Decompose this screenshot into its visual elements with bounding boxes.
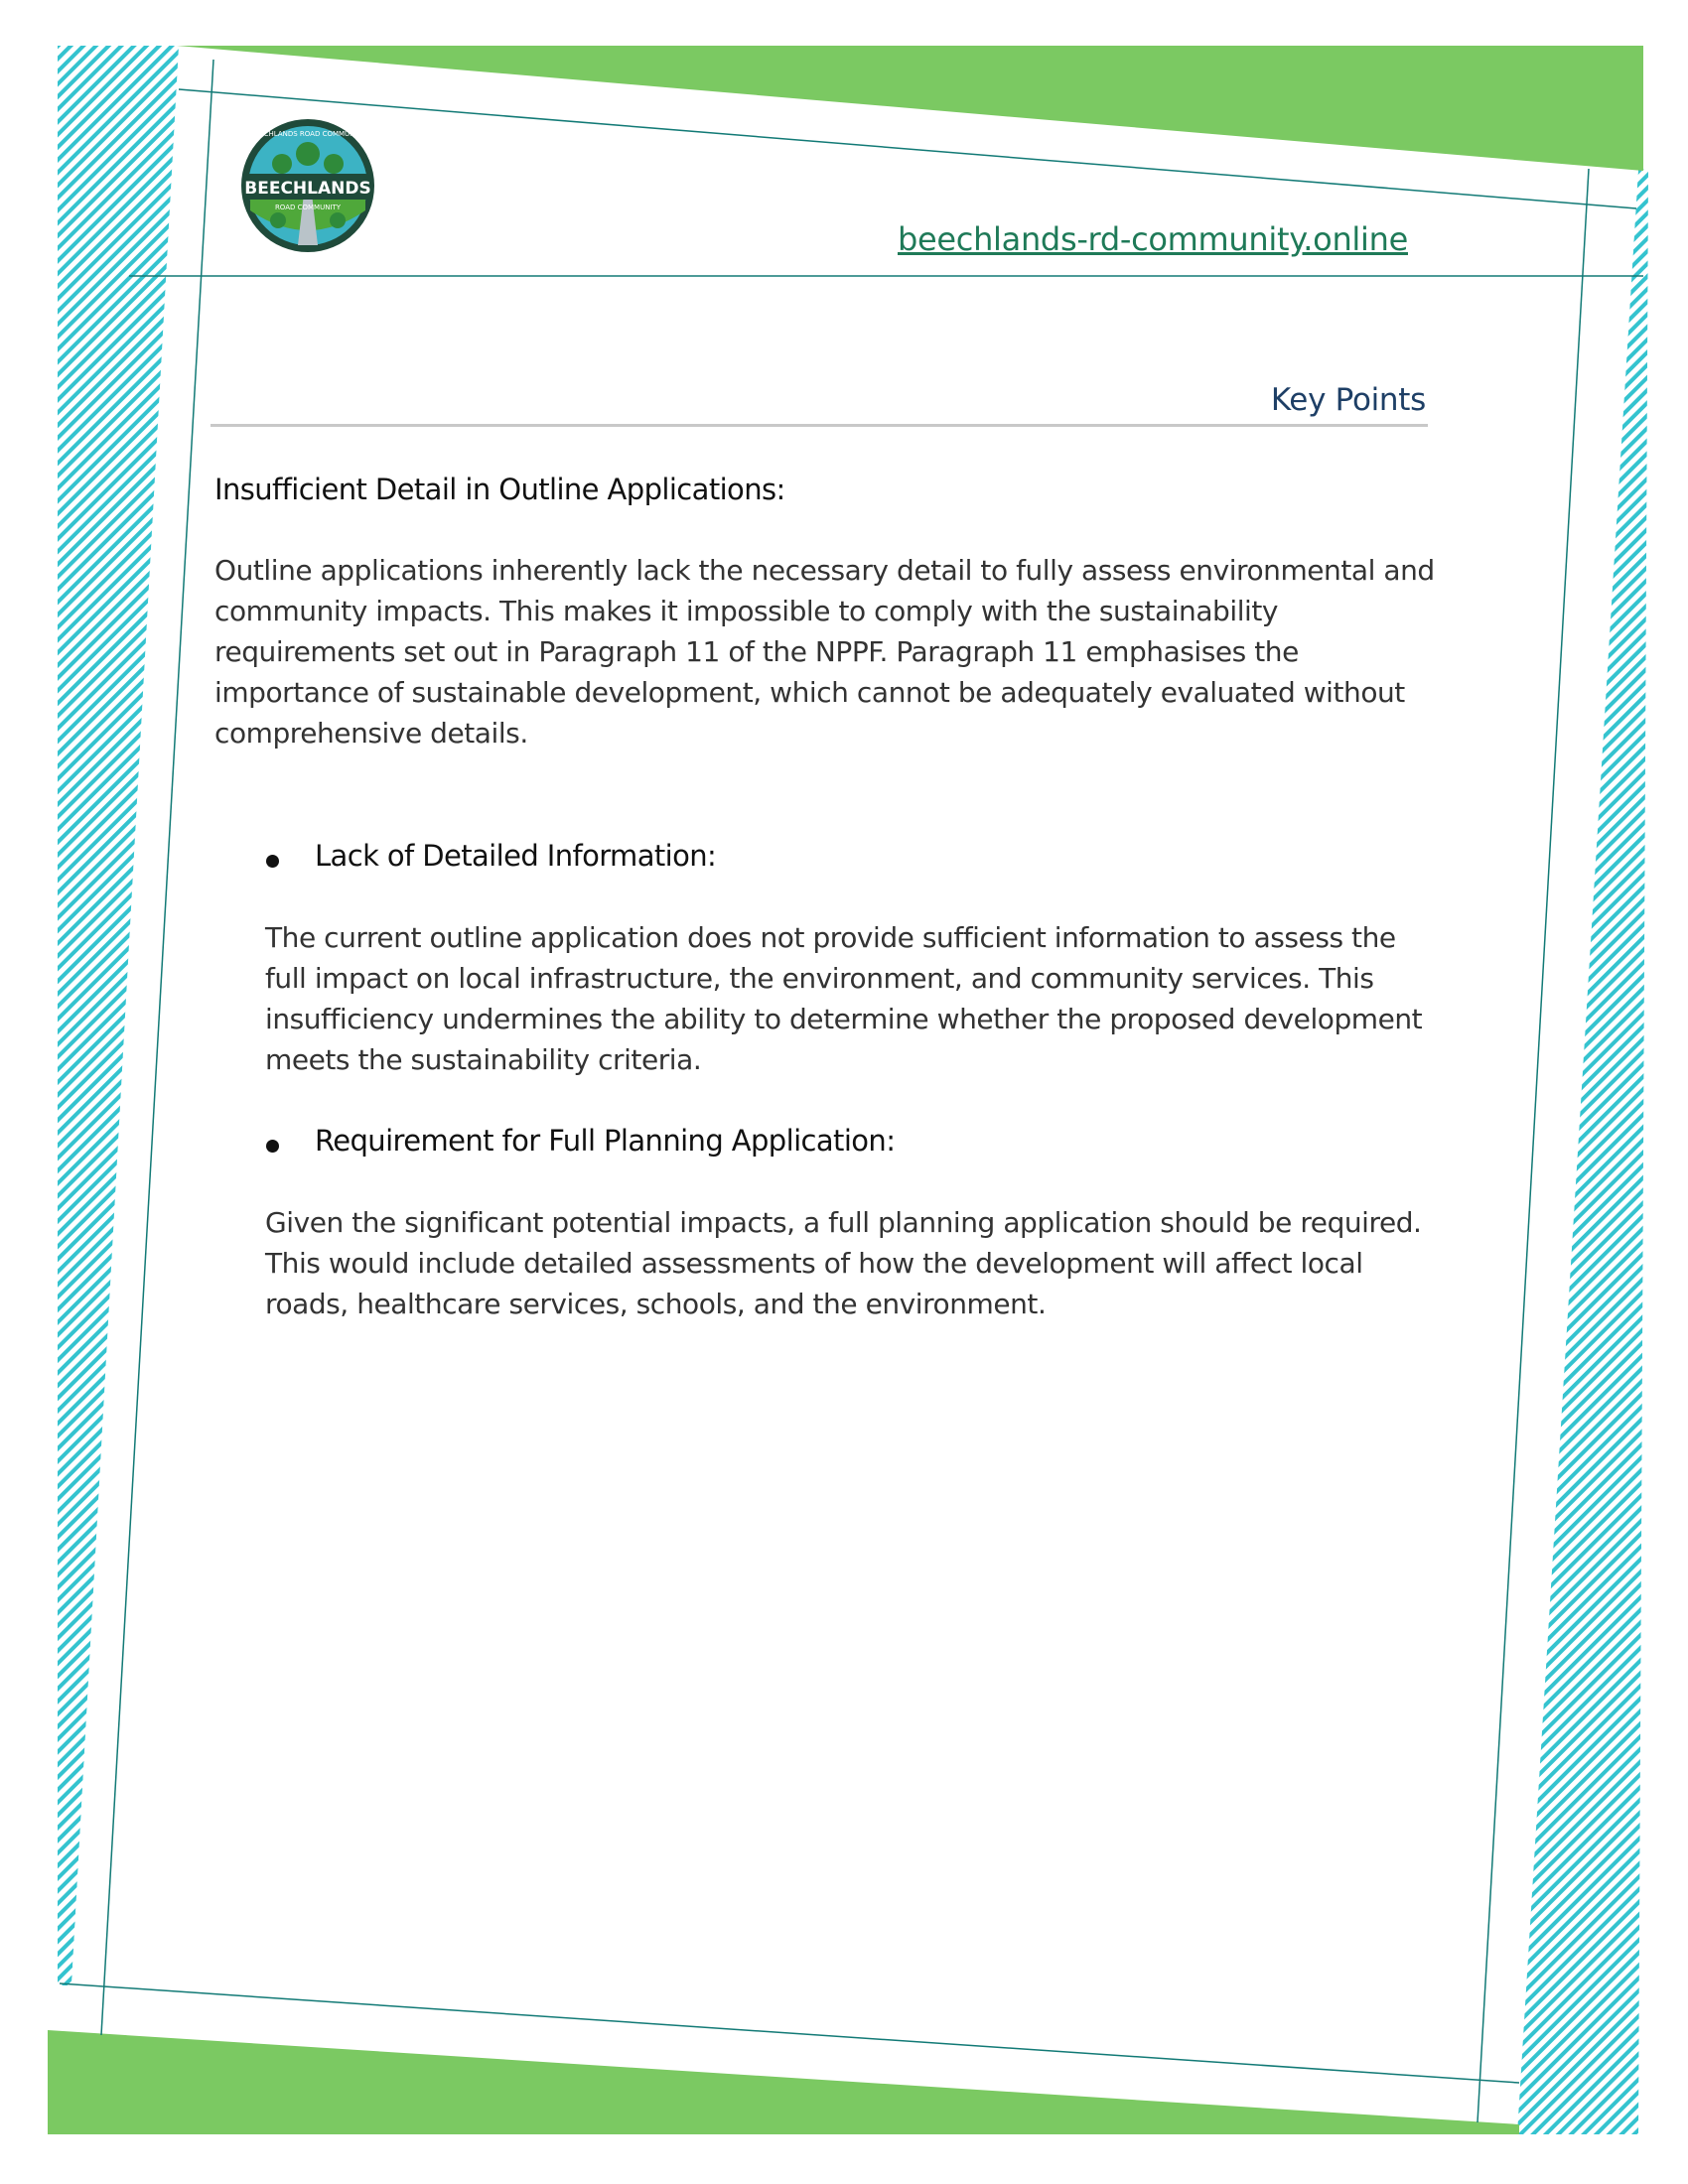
logo-main-text: BEECHLANDS bbox=[244, 179, 371, 199]
text-line: The current outline application does not provide sufficient information to assess the bbox=[265, 921, 1396, 954]
section-divider bbox=[211, 424, 1428, 427]
text-line: meets the sustainability criteria. bbox=[265, 1043, 702, 1076]
logo-arc-text: BEECHLANDS ROAD COMMUNITY bbox=[249, 130, 366, 138]
bullet-heading: Lack of Detailed Information: bbox=[315, 839, 717, 873]
text-line: full impact on local infrastructure, the environment, and community services. This bbox=[265, 962, 1374, 995]
beechlands-logo bbox=[238, 116, 377, 255]
text-line: Given the significant potential impacts, a full planning application should be required. bbox=[265, 1206, 1422, 1239]
text-line: importance of sustainable development, which cannot be adequately evaluated without bbox=[214, 676, 1405, 709]
bullet-paragraph bbox=[265, 1202, 1422, 1324]
text-line: community impacts. This makes it impossible to comply with the sustainability bbox=[214, 595, 1279, 627]
text-line: Outline applications inherently lack the necessary detail to fully assess environmental and bbox=[214, 554, 1435, 587]
intro-paragraph bbox=[214, 550, 1435, 753]
website-link[interactable]: beechlands-rd-community.online bbox=[897, 220, 1408, 258]
text-line: comprehensive details. bbox=[214, 717, 528, 750]
section-title: Key Points bbox=[1270, 382, 1426, 418]
bullet-dot bbox=[266, 855, 279, 868]
text-line: roads, healthcare services, schools, and the environment. bbox=[265, 1288, 1047, 1320]
main-heading: Insufficient Detail in Outline Applications: bbox=[214, 473, 785, 506]
bullet-heading: Requirement for Full Planning Application: bbox=[315, 1124, 896, 1158]
text-line: This would include detailed assessments of how the development will affect local bbox=[265, 1247, 1363, 1280]
bullet-dot bbox=[266, 1140, 279, 1153]
bullet-paragraph bbox=[265, 917, 1422, 1080]
text-line: requirements set out in Paragraph 11 of the NPPF. Paragraph 11 emphasises the bbox=[214, 635, 1299, 668]
text-line: insufficiency undermines the ability to determine whether the proposed development bbox=[265, 1003, 1423, 1035]
logo-sub-text: ROAD COMMUNITY bbox=[274, 204, 342, 211]
